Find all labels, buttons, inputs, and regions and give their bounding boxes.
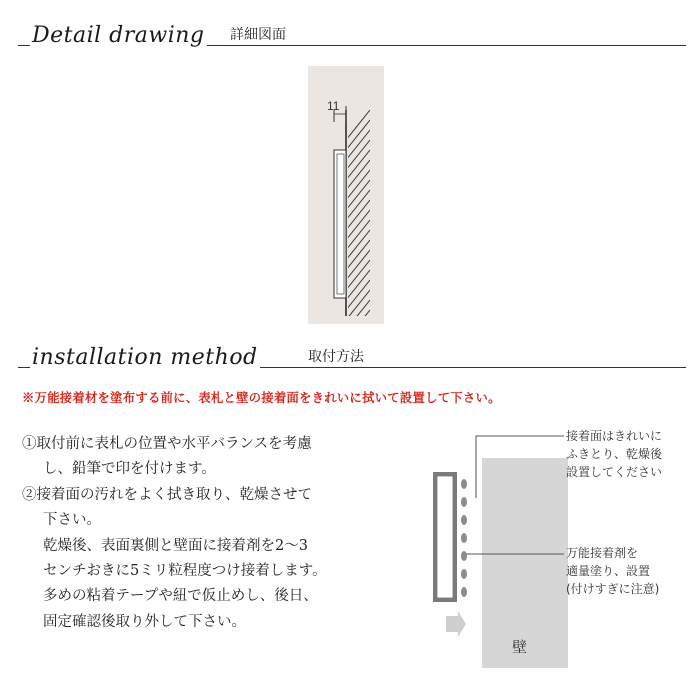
- header-lead-dash: [18, 367, 28, 368]
- header-lead-dash: [18, 45, 28, 46]
- adhesive-dots: [461, 479, 467, 597]
- warning-note: ※万能接着材を塗布する前に、表札と壁の接着面をきれいに拭いて設置して下さい。: [22, 390, 501, 405]
- detail-drawing: [308, 66, 384, 324]
- nameplate-face: [437, 476, 453, 598]
- wall-label: 壁: [512, 638, 528, 656]
- note-bottom-line-3: (付けすぎに注意): [566, 582, 660, 596]
- step-2-line-4: センチおきに5ミリ粒程度つけ接着します。: [43, 563, 327, 580]
- detail-drawing-header: [18, 10, 686, 46]
- installation-method-header: [18, 332, 686, 368]
- step-1-line-1: ①取付前に表札の位置や水平バランスを考慮: [22, 436, 312, 452]
- section-title-jp: 取付方法: [306, 346, 366, 366]
- section-title-en: Detail drawing: [32, 23, 205, 48]
- step-2-line-6: 固定確認後取り外して下さい。: [43, 613, 246, 630]
- step-2-line-2: 下さい。: [43, 512, 101, 529]
- arrow-right-icon: [446, 611, 466, 637]
- dimension-label: 11: [327, 99, 340, 113]
- step-2-line-1: ②接着面の汚れをよく拭き取り、乾燥させて: [22, 486, 312, 503]
- section-title-jp: 詳細図面: [228, 24, 288, 44]
- note-top-line-2: ふきとり、乾燥後: [566, 447, 663, 461]
- note-top-line-1: 接着面はきれいに: [566, 429, 663, 443]
- note-bottom-line-2: 適量塗り、設置: [566, 564, 651, 578]
- installation-steps: [22, 432, 422, 635]
- step-2-line-3: 乾燥後、表面裏側と壁面に接着剤を2〜3: [43, 537, 308, 554]
- note-top-line-3: 設置してください: [566, 465, 663, 479]
- step-2-line-5: 多めの粘着テープや紐で仮止めし、後日、: [43, 588, 318, 605]
- installation-diagram: [428, 420, 700, 680]
- step-1-line-2: し、鉛筆で印を付けます。: [43, 461, 216, 478]
- note-bottom-line-1: 万能接着剤を: [566, 546, 639, 560]
- section-title-en: installation method: [32, 345, 258, 370]
- wall-block: [482, 458, 568, 668]
